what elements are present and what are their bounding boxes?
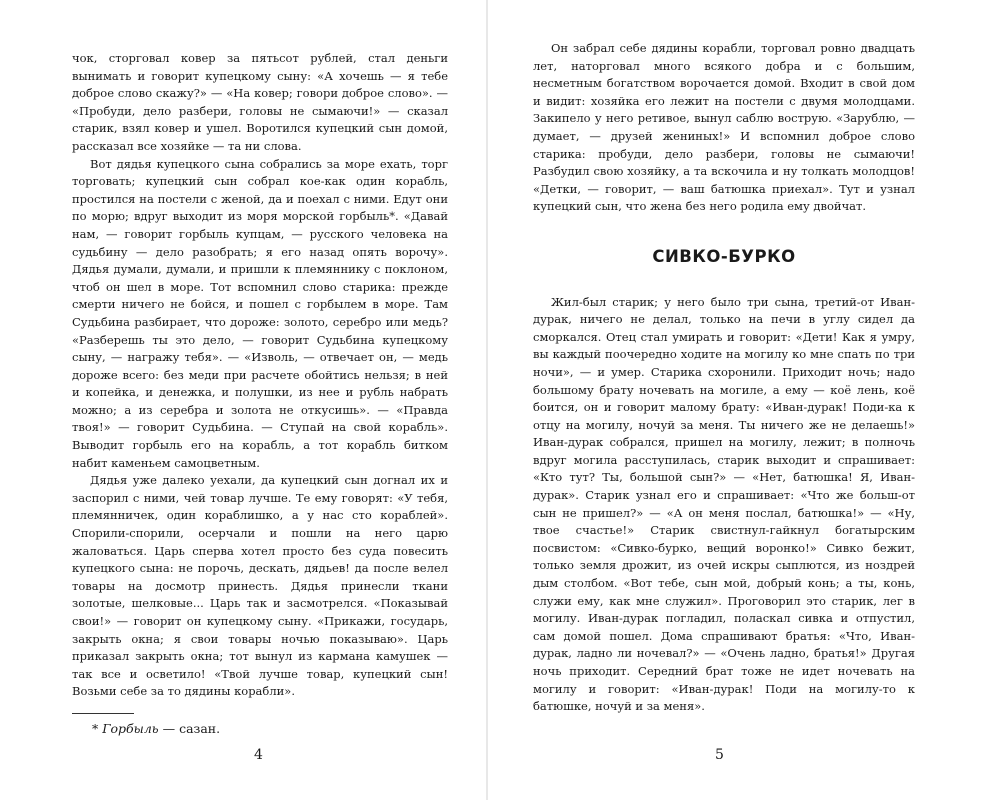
story-title: СИВКО-БУРКО: [652, 246, 796, 266]
paragraph: Вот дядья купецкого сына собрались за море ехать, торг торговать; купецкий сын собрал кое-как один корабль, простился на постели с женой, да и поехал с ними. Едут они по морю; вдруг выходит из моря морской горбыль*. «Давай нам, — говорит горбыль купцам, — русского человека на судьбину — дело разобрать; я его назад опять ворочу». Дядья думали, думали, и пришли к племяннику с поклоном, чтоб он шел в море. Тот вспомнил слово старика: прежде смерти ничего не бойся, и пошел с горбылем в море. Там Судьбина разбирает, что дороже: золото, серебро или медь? «Разберешь ты это дело, — говорит Судьбина купецкому сыну, — награжу тебя». — «Изволь, — отвечает он, — медь дороже всего: без меди при расчете обойтись нельзя; в ней и копейка, и денежка, и полушки, из нее и рубль набрать можно; а из серебра и золота не откусишь». — «Правда твоя!» — говорит Судьбина. — Ступай на свой корабль». Выводит горбыль его на корабль, а тот корабль битком набит каменьем самоцветным.: [72, 156, 448, 470]
right-page: [493, 0, 987, 800]
paragraph: Дядья уже далеко уехали, да купецкий сын догнал их и заспорил с ними, чей товар лучше. Те ему говорят: «У тебя, племянничек, один кораблишко, а у нас сто кораблей». Спорили-спорили, осерчали и пошли на него царю жаловаться. Царь сперва хотел просто без суда повесить купецкого сына: не порочь, дескать, дядьев! да после велел товары на досмотр принесть. Дядья принесли ткани золотые, шелковые... Царь так и засмотрелся. «Показывай свои!» — говорит он купецкому сыну. «Прикажи, государь, закрыть окна; я свои товары ночью показываю». Царь приказал закрыть окна; тот вынул из кармана камушек — так все и осветило! «Твой лучше товар, купецкий сын! Возьми себе за то дядины корабли».: [72, 473, 448, 699]
paragraph: Он забрал себе дядины корабли, торговал ровно двадцать лет, наторговал много всякого добра и с большим, несметным богатством ворочается домой. Входит в свой дом и видит: хозяйка его лежит на постели с двумя молодцами. Закипело у него ретивое, вынул саблю вострую. «Зарублю, — думает, — друзей жениных!» И вспомнил доброе слово старика: пробуди, дело разбери, головы не сымаючи! Разбудил свою хозяйку, а та вскочила и ну толкать молодцов! «Детки, — говорит, — ваш батюшка приехал». Тут и узнал купецкий сын, что жена без него родила ему двойчат.: [533, 41, 915, 214]
footnote-definition: — сазан.: [158, 721, 221, 736]
page-number: 5: [715, 747, 724, 763]
right-page-text: [533, 40, 915, 716]
footnote-divider: [72, 713, 134, 714]
paragraph: чок, сторговал ковер за пятьсот рублей, стал деньги вынимать и говорит купецкому сыну: «А хочешь — я тебе доброе слово скажу?» — «На ковер; говори доброе слово». — «Пробуди, дело разбери, головы не сымаючи!» — сказал старик, взял ковер и ушел. Воротился купецкий сын домой, рассказал все хозяйке — та ни слова.: [72, 51, 448, 153]
footnote: * Горбыль — сазан.: [92, 721, 221, 736]
page-number: 4: [254, 747, 263, 763]
book-spine: [486, 0, 488, 800]
footnote-term: Горбыль: [102, 721, 159, 736]
left-page: [0, 0, 470, 800]
paragraph: Жил-был старик; у него было три сына, третий-от Иван-дурак, ничего не делал, только на печи в углу сидел да сморкался. Отец стал умирать и говорит: «Дети! Как я умру, вы каждый поочередно ходите на могилу ко мне спать по три ночи», — и умер. Старика схоронили. Приходит ночь; надо большому брату ночевать на могиле, а ему — коё лень, коё боится, он и говорит малому брату: «Иван-дурак! Поди-ка к отцу на могилу, ночуй за меня. Ты ничего же не делаешь!» Иван-дурак собрался, пришел на могилу, лежит; в полночь вдруг могила расступилась, старик выходит и спрашивает: «Кто тут? Ты, большой сын?» — «Нет, батюшка! Я, Иван-дурак». Старик узнал его и спрашивает: «Что же больш-от сын не пришел?» — «А он меня послал, батюшка!» — «Ну, твое счастье!» Старик свистнул-гайкнул богатырским посвистом: «Сивко-бурко, вещий воронко!» Сивко бежит, только земля дрожит, из очей искры сыплются, из ноздрей дым столбом. «Вот тебе, сын мой, добрый конь; а ты, конь, служи ему, как мне служил». Проговорил это старик, лег в могилу. Иван-дурак погладил, поласкал сивка и отпустил, сам домой пошел. Дома спрашивают братья: «Что, Иван-дурак, ладно ли ночевал?» — «Очень ладно, братья!» Другая ночь приходит. Середний брат тоже не идет ночевать на могилу и говорит: «Иван-дурак! Поди на могилу-то к батюшке, ночуй и за меня».: [533, 294, 915, 714]
left-page-text: [72, 50, 448, 701]
